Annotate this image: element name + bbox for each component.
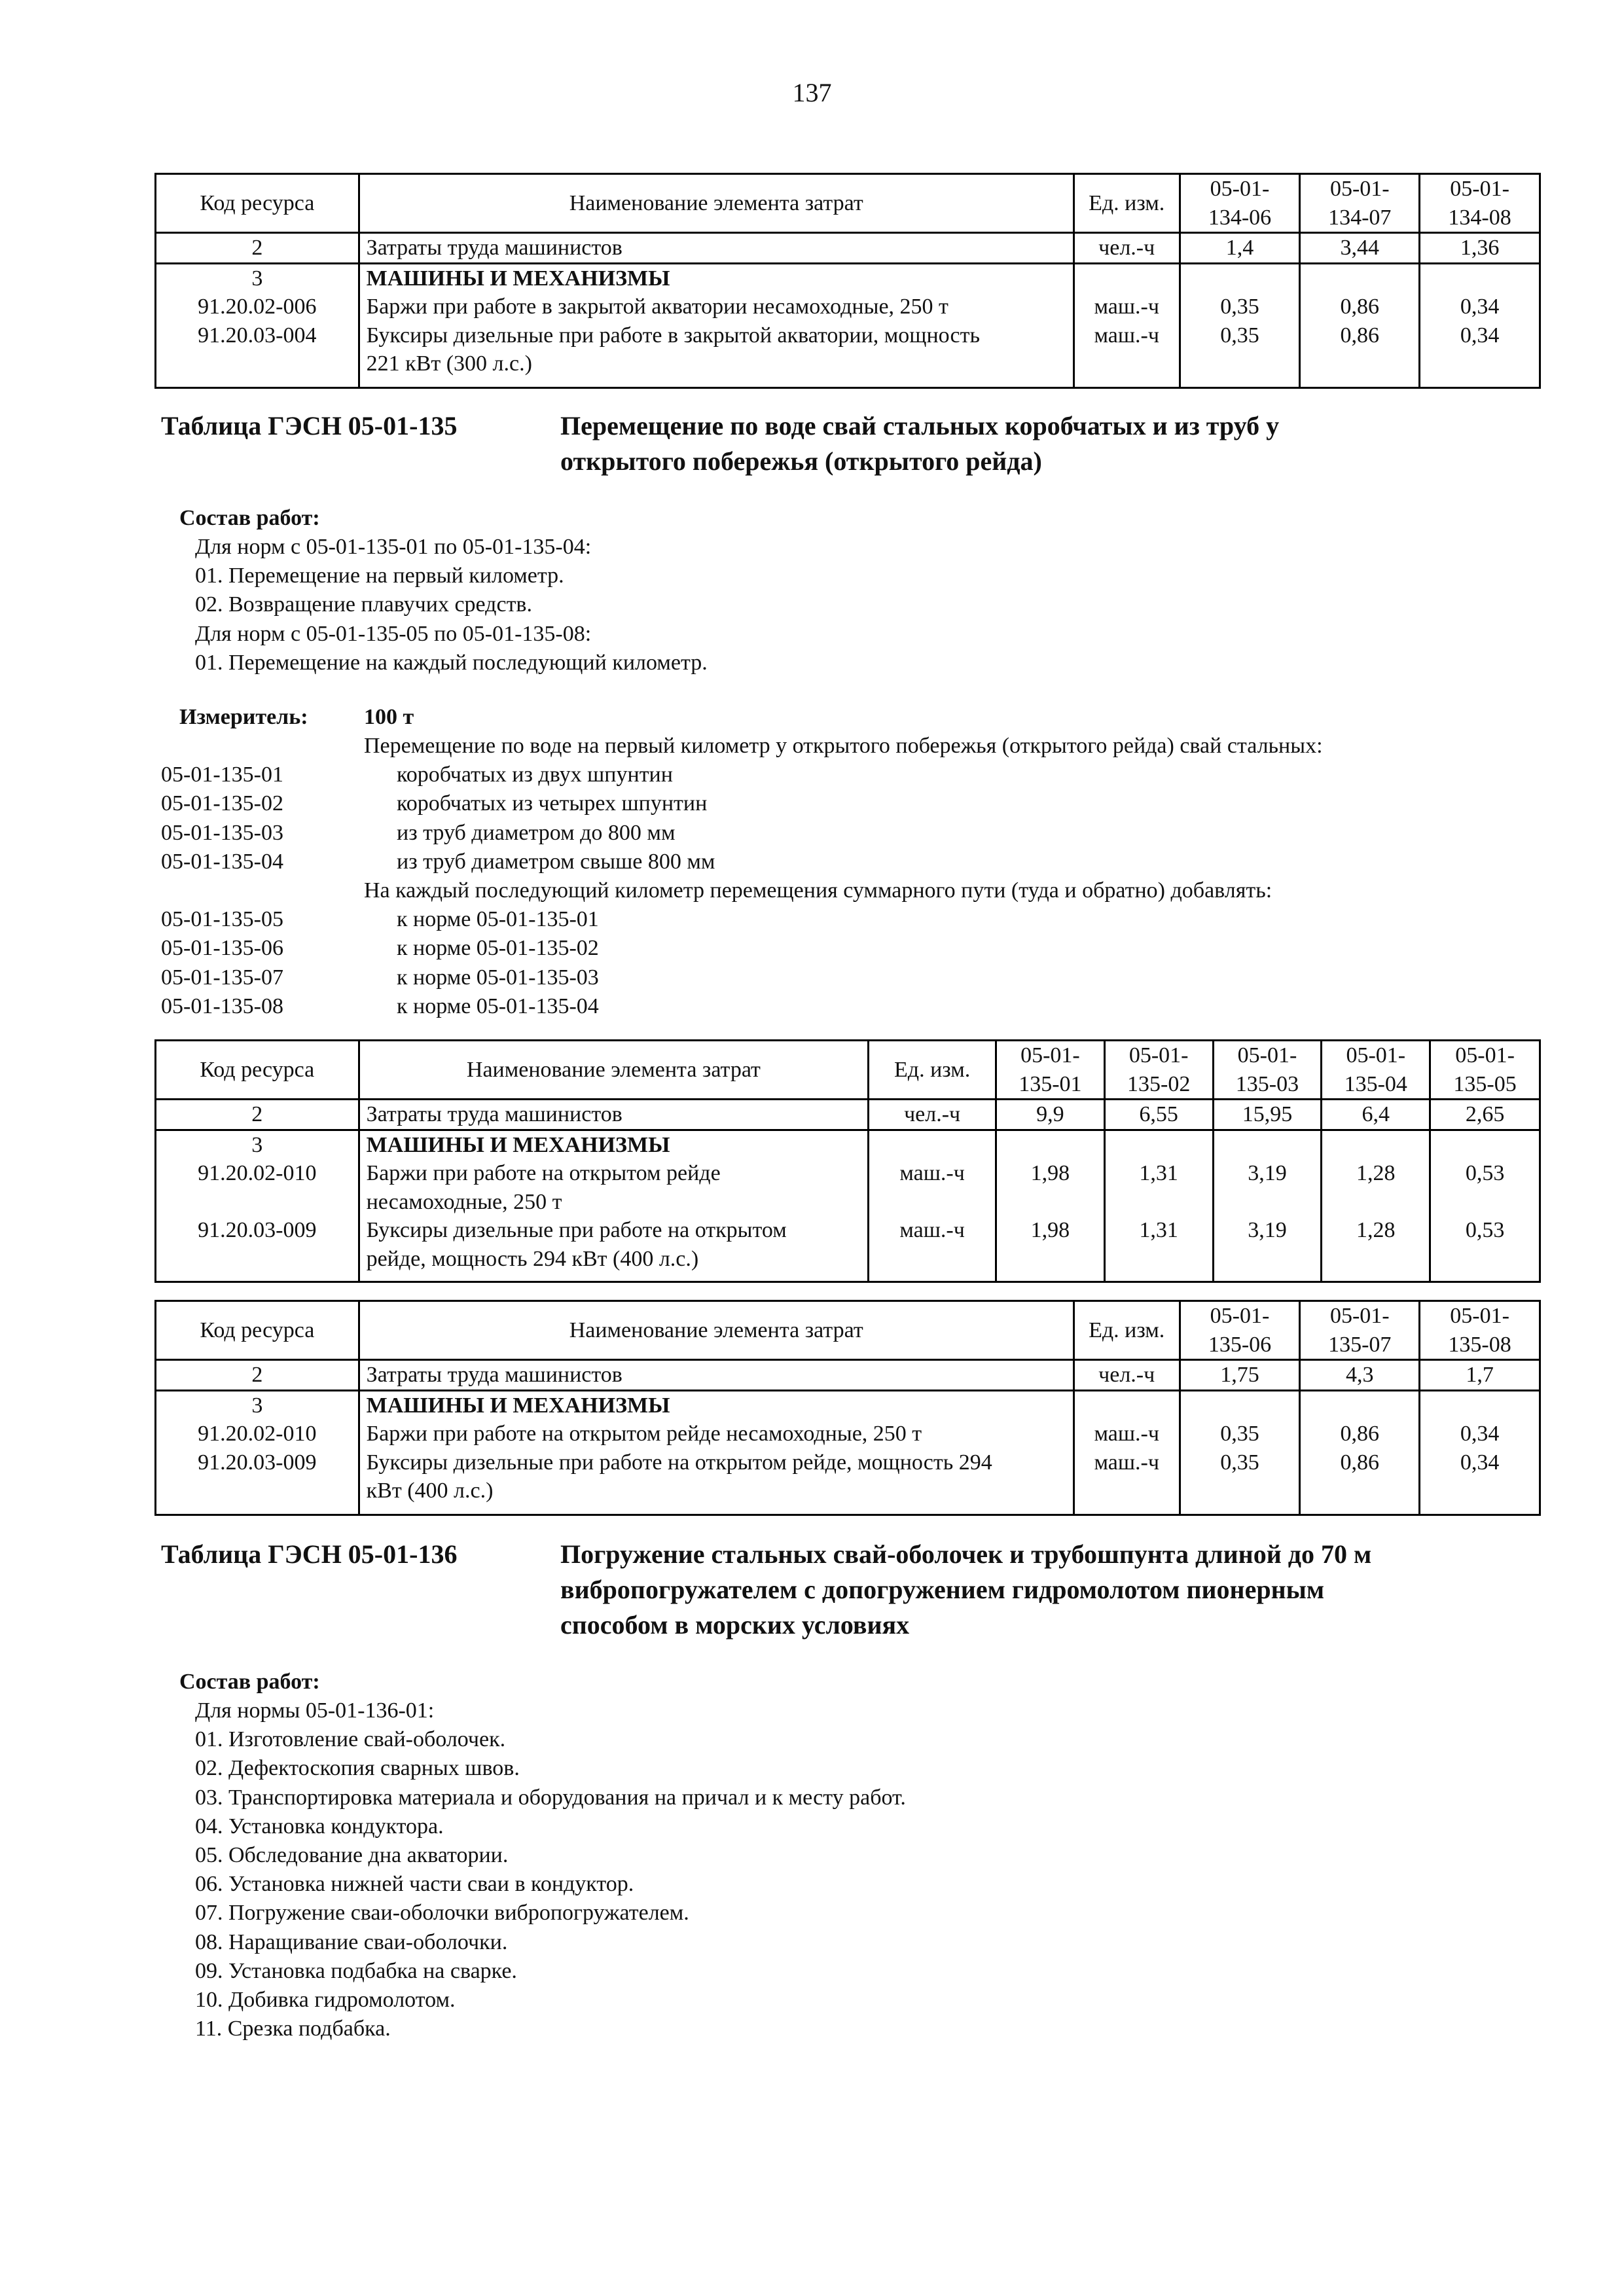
value: 0,53 [1465, 1218, 1505, 1243]
value: 4,3 [1300, 1360, 1420, 1391]
header-cost-element: Наименование элемента затрат [359, 1041, 869, 1100]
resource-codes [156, 1390, 359, 1515]
units [1074, 1390, 1180, 1515]
value: 0,35 [1220, 1450, 1259, 1475]
work-composition-list [195, 533, 708, 677]
value: 0,34 [1460, 295, 1500, 319]
value: 1,31 [1139, 1161, 1178, 1186]
value: 6,55 [1104, 1100, 1213, 1130]
values-col [1420, 1390, 1540, 1515]
value: 0,86 [1340, 1450, 1380, 1475]
norm-row: 05-01-135-07 к норме 05-01-135-03 [161, 965, 599, 990]
header-resource-code: Код ресурса [156, 174, 359, 233]
value: 1,98 [1030, 1161, 1070, 1186]
list-item: 03. Транспортировка материала и оборудования на причал и к месту работ. [195, 1785, 906, 1810]
unit: маш.-ч [1094, 1422, 1159, 1446]
value: 0,86 [1340, 323, 1380, 348]
unit: маш.-ч [899, 1161, 965, 1186]
values-col [1322, 1130, 1430, 1282]
cost-element-name: рейде, мощность 294 кВт (400 л.с.) [366, 1246, 699, 1271]
unit: маш.-ч [1094, 1450, 1159, 1475]
cost-element-name: Буксиры дизельные при работе в закрытой акватории, мощность [366, 323, 980, 348]
header-norm-code: 05-01- 135-08 [1420, 1301, 1540, 1360]
table-row-machinery [156, 1390, 1540, 1515]
unit: маш.-ч [899, 1218, 965, 1243]
list-item: 05. Обследование дна акватории. [195, 1842, 509, 1867]
header-unit: Ед. изм. [869, 1041, 996, 1100]
table-136-title: Погружение стальных свай-оболочек и трубошпунта длиной до 70 м вибропогружателем с допогружением гидромолотом пионерным способом в морских условиях [560, 1539, 1372, 1640]
list-item: 01. Изготовление свай-оболочек. [195, 1727, 506, 1752]
page-number: 137 [792, 78, 832, 107]
table-135-label: Таблица ГЭСН 05-01-135 [161, 411, 458, 440]
values-col [996, 1130, 1105, 1282]
value: 1,31 [1139, 1218, 1178, 1243]
cost-element-name: Затраты труда машинистов [359, 233, 1074, 264]
resource-code: 2 [156, 1100, 359, 1130]
unit: чел.-ч [1074, 1360, 1180, 1391]
value: 0,35 [1220, 1422, 1259, 1446]
norms-intro: На каждый последующий километр перемещения суммарного пути (туда и обратно) добавлять: [364, 878, 1272, 903]
list-item: Для норм с 05-01-135-05 по 05-01-135-08: [195, 621, 592, 646]
resource-code: 2 [156, 233, 359, 264]
resource-code: 91.20.02-010 [198, 1161, 317, 1186]
norm-row: 05-01-135-08 к норме 05-01-135-04 [161, 994, 599, 1018]
cost-element-name: Затраты труда машинистов [359, 1360, 1074, 1391]
header-norm-code: 05-01- 135-04 [1322, 1041, 1430, 1100]
work-composition-label: Состав работ: [179, 506, 320, 530]
table-row [156, 1100, 1540, 1130]
norm-row: 05-01-135-01 коробчатых из двух шпунтин [161, 762, 673, 787]
unit: чел.-ч [1074, 233, 1180, 264]
list-item: 10. Добивка гидромолотом. [195, 1987, 456, 2012]
table-header-row [156, 1041, 1540, 1100]
meter-value: 100 т [364, 705, 414, 729]
header-norm-code: 05-01- 135-05 [1430, 1041, 1540, 1100]
values-col [1420, 263, 1540, 387]
value: 1,28 [1356, 1218, 1396, 1243]
value: 0,35 [1220, 295, 1259, 319]
header-cost-element: Наименование элемента затрат [359, 1301, 1074, 1360]
header-norm-code: 05-01- 135-01 [996, 1041, 1105, 1100]
value: 1,36 [1420, 233, 1540, 264]
cost-element-name: Баржи при работе в закрытой акватории несамоходные, 250 т [366, 295, 948, 319]
value: 0,34 [1460, 1422, 1500, 1446]
cost-element-name: Буксиры дизельные при работе на открытом [366, 1218, 787, 1243]
norm-row: 05-01-135-05 к норме 05-01-135-01 [161, 907, 599, 932]
values-col [1430, 1130, 1540, 1282]
values-col [1180, 263, 1300, 387]
list-item: 11. Срезка подбабка. [195, 2017, 391, 2041]
value: 9,9 [996, 1100, 1105, 1130]
list-item: 09. Установка подбабка на сварке. [195, 1958, 517, 1983]
values-col [1180, 1390, 1300, 1515]
table-135-part1 [154, 1039, 1541, 1283]
values-col [1300, 1390, 1420, 1515]
cost-element-name: кВт (400 л.с.) [366, 1479, 494, 1503]
list-item: 06. Установка нижней части сваи в кондуктор. [195, 1872, 634, 1897]
values-col [1300, 263, 1420, 387]
value: 0,34 [1460, 1450, 1500, 1475]
values-col [1104, 1130, 1213, 1282]
value: 0,86 [1340, 1422, 1380, 1446]
table-header-row [156, 174, 1540, 233]
table-row [156, 233, 1540, 264]
resource-codes [156, 1130, 359, 1282]
cost-element-names [359, 1130, 869, 1282]
cost-element-names [359, 263, 1074, 387]
work-composition-list [195, 1696, 906, 2043]
header-norm-code: 05-01- 134-08 [1420, 174, 1540, 233]
table-row-machinery [156, 1130, 1540, 1282]
value: 6,4 [1322, 1100, 1430, 1130]
list-item: Для нормы 05-01-136-01: [195, 1698, 435, 1723]
value: 1,4 [1180, 233, 1300, 264]
values-col [1213, 1130, 1322, 1282]
unit: маш.-ч [1094, 323, 1159, 348]
list-item: 07. Погружение сваи-оболочки вибропогружателем. [195, 1901, 689, 1926]
section-title: МАШИНЫ И МЕХАНИЗМЫ [366, 1132, 670, 1157]
list-item: Для норм с 05-01-135-01 по 05-01-135-04: [195, 535, 592, 559]
section-code: 3 [251, 1132, 263, 1157]
value: 15,95 [1213, 1100, 1322, 1130]
table-135-title: Перемещение по воде свай стальных коробчатых и из труб у открытого побережья (открытого рейда) [560, 411, 1280, 476]
section-code: 3 [251, 1393, 263, 1418]
table-header-row [156, 1301, 1540, 1360]
cost-element-name: Затраты труда машинистов [359, 1100, 869, 1130]
value: 0,34 [1460, 323, 1500, 348]
list-item: 08. Наращивание сваи-оболочки. [195, 1929, 508, 1954]
list-item: 01. Перемещение на первый километр. [195, 564, 564, 588]
header-resource-code: Код ресурса [156, 1301, 359, 1360]
table-row [156, 1360, 1540, 1391]
value: 1,28 [1356, 1161, 1396, 1186]
norm-row: 05-01-135-06 к норме 05-01-135-02 [161, 936, 599, 961]
section-title: МАШИНЫ И МЕХАНИЗМЫ [366, 1393, 670, 1418]
resource-code: 91.20.03-004 [198, 323, 317, 348]
meter-label: Измеритель: [179, 705, 308, 729]
resource-code: 2 [156, 1360, 359, 1391]
table-135-part2 [154, 1300, 1541, 1516]
resource-code: 91.20.02-006 [198, 295, 317, 319]
value: 1,75 [1180, 1360, 1300, 1391]
list-item: 02. Дефектоскопия сварных швов. [195, 1756, 520, 1781]
cost-element-name: Баржи при работе на открытом рейде несамоходные, 250 т [366, 1422, 922, 1446]
header-cost-element: Наименование элемента затрат [359, 174, 1074, 233]
value: 3,19 [1248, 1161, 1287, 1186]
value: 0,35 [1220, 323, 1259, 348]
cost-element-name: 221 кВт (300 л.с.) [366, 351, 532, 376]
value: 1,98 [1030, 1218, 1070, 1243]
resource-code: 91.20.02-010 [198, 1422, 317, 1446]
norms-intro: Перемещение по воде на первый километр у открытого побережья (открытого рейда) свай стальных: [364, 734, 1323, 758]
cost-element-name: Буксиры дизельные при работе на открытом рейде, мощность 294 [366, 1450, 992, 1475]
list-item: 04. Установка кондуктора. [195, 1814, 444, 1839]
value: 3,19 [1248, 1218, 1287, 1243]
resource-codes [156, 263, 359, 387]
norm-row: 05-01-135-02 коробчатых из четырех шпунтин [161, 791, 708, 816]
header-resource-code: Код ресурса [156, 1041, 359, 1100]
table-row-machinery [156, 263, 1540, 387]
table-136-label: Таблица ГЭСН 05-01-136 [161, 1539, 458, 1569]
list-item: 01. Перемещение на каждый последующий километр. [195, 650, 708, 675]
section-title: МАШИНЫ И МЕХАНИЗМЫ [366, 266, 670, 291]
value: 3,44 [1300, 233, 1420, 264]
list-item: 02. Возвращение плавучих средств. [195, 592, 532, 617]
norm-row: 05-01-135-04 из труб диаметром свыше 800 мм [161, 849, 715, 874]
header-unit: Ед. изм. [1074, 174, 1180, 233]
unit: маш.-ч [1094, 295, 1159, 319]
section-code: 3 [251, 266, 263, 291]
norms-list [161, 732, 1568, 1021]
value: 1,7 [1420, 1360, 1540, 1391]
resource-code: 91.20.03-009 [198, 1450, 317, 1475]
header-norm-code: 05-01- 135-03 [1213, 1041, 1322, 1100]
units [869, 1130, 996, 1282]
work-composition-label: Состав работ: [179, 1670, 320, 1694]
header-norm-code: 05-01- 135-07 [1300, 1301, 1420, 1360]
resource-code: 91.20.03-009 [198, 1218, 317, 1243]
cost-element-name: несамоходные, 250 т [366, 1189, 562, 1214]
header-norm-code: 05-01- 135-06 [1180, 1301, 1300, 1360]
value: 2,65 [1430, 1100, 1540, 1130]
norm-row: 05-01-135-03 из труб диаметром до 800 мм [161, 820, 676, 845]
units [1074, 263, 1180, 387]
cost-element-name: Баржи при работе на открытом рейде [366, 1161, 721, 1186]
header-norm-code: 05-01- 134-07 [1300, 174, 1420, 233]
header-unit: Ед. изм. [1074, 1301, 1180, 1360]
header-norm-code: 05-01- 135-02 [1104, 1041, 1213, 1100]
header-norm-code: 05-01- 134-06 [1180, 174, 1300, 233]
value: 0,53 [1465, 1161, 1505, 1186]
unit: чел.-ч [869, 1100, 996, 1130]
value: 0,86 [1340, 295, 1380, 319]
cost-element-names [359, 1390, 1074, 1515]
table-134-continued [154, 173, 1541, 389]
